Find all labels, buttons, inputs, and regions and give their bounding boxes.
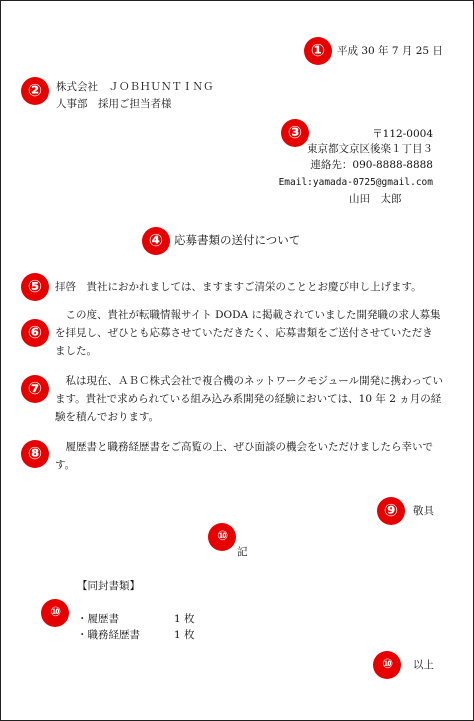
sender-address: 東京都文京区後楽１丁目３ (307, 143, 433, 155)
sender-postal-code: 〒112-0004 (372, 128, 433, 140)
letter-subject: 応募書類の送付について (174, 233, 301, 247)
marker-10-enclosures: ⑩ (41, 599, 69, 627)
sender-phone: 連絡先：090-8888-8888 (310, 159, 433, 171)
marker-5: ⑤ (21, 273, 49, 301)
paragraph-1: この度、貴社が転職情報サイト DODA に掲載されていました開発職の求人募集を拝見し、ぜひとも応募させていただきたく、応募書類をご送付させていただきました。 (55, 309, 441, 357)
marker-10-ki: ⑩ (208, 523, 236, 551)
paragraph-2: 私は現在、ＡＢＣ株式会社で複合機のネットワークモジュール開発に携わっています。貴社で求められている組み込み系開発の経験においては、10 年 2 ヵ月の経験を積んでおります。 (55, 375, 443, 423)
marker-6: ⑥ (21, 319, 49, 347)
sender-email: Email:yamada-0725@gmail.com (278, 177, 433, 188)
enclosure-item-name: ・履歴書 (77, 613, 119, 625)
letter-opening: 拝啓 貴社におかれましては、ますますご清栄のこととお慶び申し上げます。 (55, 281, 422, 293)
recipient-company: 株式会社 ＪＯＢＨＵＮＴＩＮＧ (56, 81, 214, 93)
enclosure-item-name: ・職務経歴書 (77, 629, 140, 641)
marker-7: ⑦ (21, 375, 49, 403)
paragraph-3: 履歴書と職務経歴書をご高覧の上、ぜひ面談の機会をいただけましたら幸いです。 (55, 441, 433, 471)
marker-8: ⑧ (21, 440, 49, 468)
marker-3: ③ (281, 119, 309, 147)
marker-10-end: ⑩ (373, 651, 401, 679)
marker-4: ④ (142, 227, 170, 255)
letter-end: 以上 (413, 659, 434, 671)
letter-date: 平成 30 年 7 月 25 日 (337, 45, 443, 57)
letter-ki: 記 (237, 546, 248, 558)
marker-1: ① (304, 37, 332, 65)
marker-2: ② (21, 77, 49, 105)
enclosure-item-qty: 1 枚 (174, 629, 195, 641)
enclosures-heading: 【同封書類】 (77, 580, 140, 592)
recipient-department: 人事部 採用ご担当者様 (56, 98, 172, 110)
marker-9: ⑨ (377, 497, 405, 525)
sender-name: 山田 太郎 (349, 193, 402, 205)
letter-closing: 敬具 (413, 505, 434, 517)
enclosure-item-qty: 1 枚 (174, 613, 195, 625)
